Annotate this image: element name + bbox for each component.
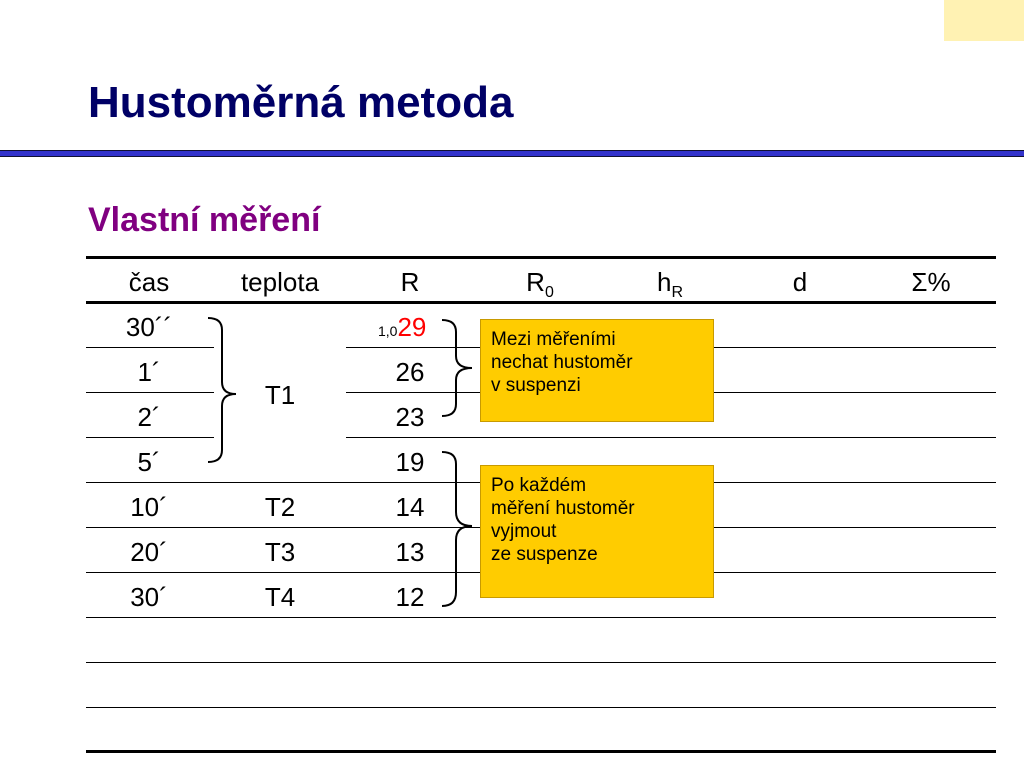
note-line: ze suspenze (491, 544, 598, 565)
r-first-value: 29 (397, 312, 427, 342)
header-cas: čas (128, 267, 170, 297)
note-line: vyjmout (491, 521, 557, 542)
slide-title: Hustoměrná metoda (88, 78, 514, 127)
time-cell: 30´´ (125, 312, 173, 342)
temp-cell-t2: T2 (264, 492, 296, 522)
r-cell: 12 (395, 582, 425, 612)
brace-second-note (442, 452, 472, 606)
time-cell: 10´ (130, 492, 168, 522)
time-cell: 1´ (137, 357, 161, 387)
temp-cell-t4: T4 (264, 582, 296, 612)
note-line: Po každém (491, 475, 587, 496)
header-r: R (400, 267, 420, 297)
brace-time-group (208, 318, 236, 462)
header-hr-sub: R (671, 284, 684, 301)
note-remove-hydrometer (480, 465, 714, 598)
header-d: d (792, 267, 808, 297)
slide-subtitle: Vlastní měření (88, 201, 321, 239)
temp-cell-t3: T3 (264, 537, 296, 567)
header-r0-base: R (526, 267, 545, 297)
r-cell: 13 (395, 537, 425, 567)
time-cell: 20´ (130, 537, 168, 567)
temp-cell-t1: T1 (264, 380, 296, 410)
r-cell: 19 (395, 447, 425, 477)
note-line: měření hustoměr (491, 498, 635, 519)
brace-first-note (442, 320, 472, 416)
time-cell: 30´ (130, 582, 168, 612)
header-r0-sub: 0 (544, 284, 554, 301)
r-cell: 23 (395, 402, 425, 432)
note-line: Mezi měřeními (491, 329, 616, 350)
r-cell: 14 (395, 492, 425, 522)
header-teplota: teplota (240, 267, 320, 297)
note-keep-hydrometer (480, 319, 714, 422)
r-first-prefix: 1,0 (378, 323, 398, 339)
r-cell: 26 (395, 357, 425, 387)
time-cell: 2´ (137, 402, 161, 432)
time-cell: 5´ (137, 447, 161, 477)
header-hr-base: h (656, 267, 672, 297)
note-line: nechat hustoměr (491, 352, 633, 373)
note-line: v suspenzi (491, 375, 581, 396)
header-sum: Σ% (911, 267, 951, 297)
